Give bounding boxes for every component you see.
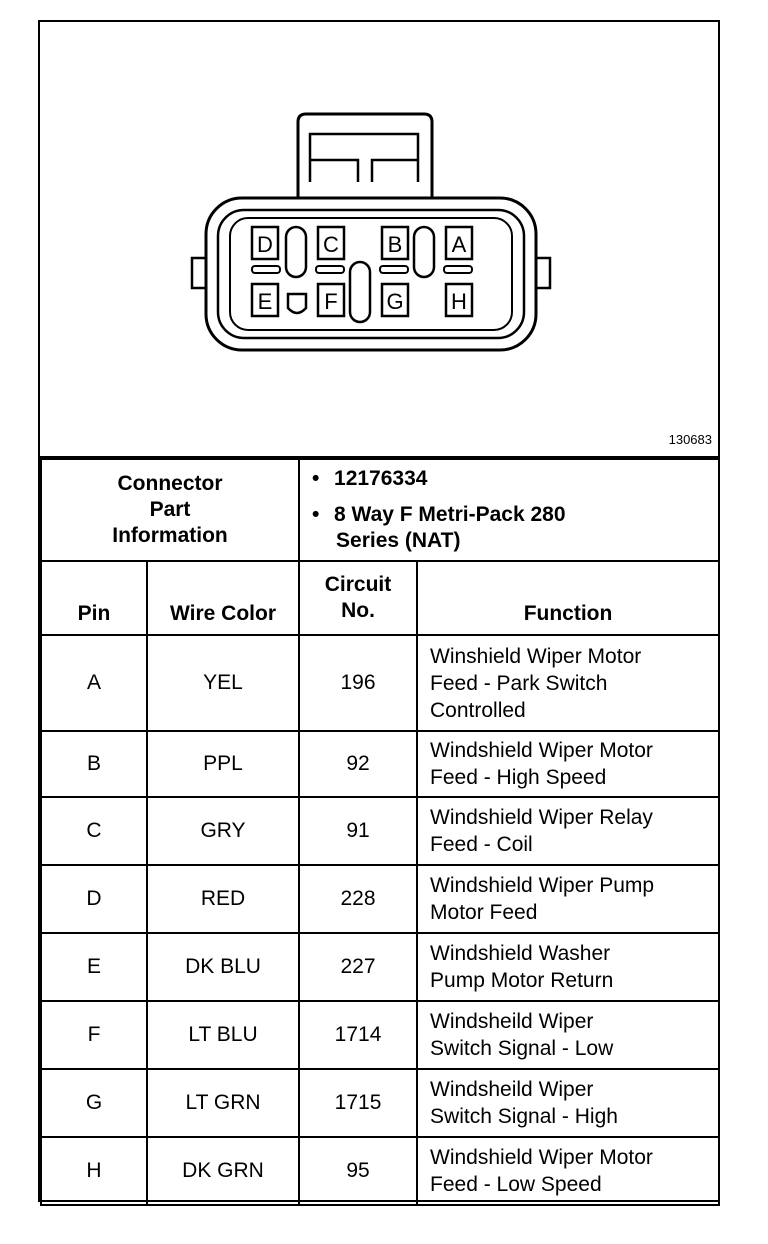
table-row [41, 933, 719, 1001]
pin-cell: A [41, 635, 147, 731]
pin-label-e: E [257, 289, 273, 314]
function-cell [417, 635, 719, 731]
circuit-cell: 92 [299, 731, 417, 797]
pin-cell: F [41, 1001, 147, 1069]
connector-info-label [41, 459, 299, 561]
circuit-cell: 1714 [299, 1001, 417, 1069]
header-pin: Pin [41, 561, 147, 635]
function-cell [417, 933, 719, 1001]
function-cell [417, 797, 719, 865]
connector-info-item [312, 466, 718, 492]
connector-info-label-text: Connector Part Information [112, 472, 228, 547]
connector-info-item [312, 502, 566, 554]
pin-cell: G [41, 1069, 147, 1137]
function-text: Windshield Washer Pump Motor Return [430, 942, 614, 992]
function-text: Windsheild Wiper Switch Signal - Low [430, 1010, 614, 1060]
pin-cell: H [41, 1137, 147, 1205]
table-row [41, 865, 719, 933]
table-row [41, 1001, 719, 1069]
pinout-table [40, 458, 720, 1206]
part-number: 12176334 [334, 467, 428, 490]
pinout-sheet [38, 20, 720, 1202]
bullet-icon: • [312, 503, 320, 526]
function-cell [417, 865, 719, 933]
circuit-cell: 91 [299, 797, 417, 865]
connector-info-row [41, 459, 719, 561]
table-row [41, 635, 719, 731]
function-text: Windsheild Wiper Switch Signal - High [430, 1078, 618, 1128]
pin-label-d: D [257, 232, 273, 257]
pin-label-c: C [323, 232, 339, 257]
circuit-cell: 228 [299, 865, 417, 933]
circuit-cell: 227 [299, 933, 417, 1001]
function-text: Windshield Wiper Motor Feed - High Speed [430, 739, 653, 789]
figure-number: 130683 [668, 432, 712, 447]
table-row [41, 797, 719, 865]
pin-label-b: B [387, 232, 403, 257]
function-text: Windshield Wiper Relay Feed - Coil [430, 806, 653, 856]
function-text: Windshield Wiper Motor Feed - Low Speed [430, 1146, 653, 1196]
pin-cell: D [41, 865, 147, 933]
wire-color-cell: DK GRN [147, 1137, 299, 1205]
pin-label-a: A [451, 232, 467, 257]
table-row [41, 1069, 719, 1137]
circuit-cell: 1715 [299, 1069, 417, 1137]
function-cell [417, 1001, 719, 1069]
pin-cell: C [41, 797, 147, 865]
wire-color-cell: GRY [147, 797, 299, 865]
header-circuit [299, 561, 417, 635]
function-cell [417, 1137, 719, 1205]
pin-label-g: G [386, 289, 404, 314]
wire-color-cell: YEL [147, 635, 299, 731]
pin-cell: B [41, 731, 147, 797]
bullet-icon: • [312, 467, 320, 490]
wire-color-cell: DK BLU [147, 933, 299, 1001]
wire-color-cell: RED [147, 865, 299, 933]
header-wire-color: Wire Color [147, 561, 299, 635]
header-function: Function [417, 561, 719, 635]
table-row [41, 731, 719, 797]
circuit-cell: 196 [299, 635, 417, 731]
wire-color-cell: LT BLU [147, 1001, 299, 1069]
wire-color-cell: LT GRN [147, 1069, 299, 1137]
pin-cell: E [41, 933, 147, 1001]
pin-label-f: F [324, 289, 338, 314]
connector-diagram [40, 22, 718, 458]
connector-drawing [40, 22, 718, 456]
function-cell [417, 1069, 719, 1137]
wire-color-cell: PPL [147, 731, 299, 797]
pin-label-h: H [451, 289, 467, 314]
table-header-row [41, 561, 719, 635]
header-circuit-text: Circuit No. [324, 573, 392, 622]
function-cell [417, 731, 719, 797]
connector-type: 8 Way F Metri-Pack 280 Series (NAT) [334, 503, 566, 552]
function-text: Windshield Wiper Pump Motor Feed [430, 874, 655, 924]
circuit-cell: 95 [299, 1137, 417, 1205]
function-text: Winshield Wiper Motor Feed - Park Switch Controlled [430, 644, 642, 722]
connector-info-values [299, 459, 719, 561]
table-row [41, 1137, 719, 1205]
